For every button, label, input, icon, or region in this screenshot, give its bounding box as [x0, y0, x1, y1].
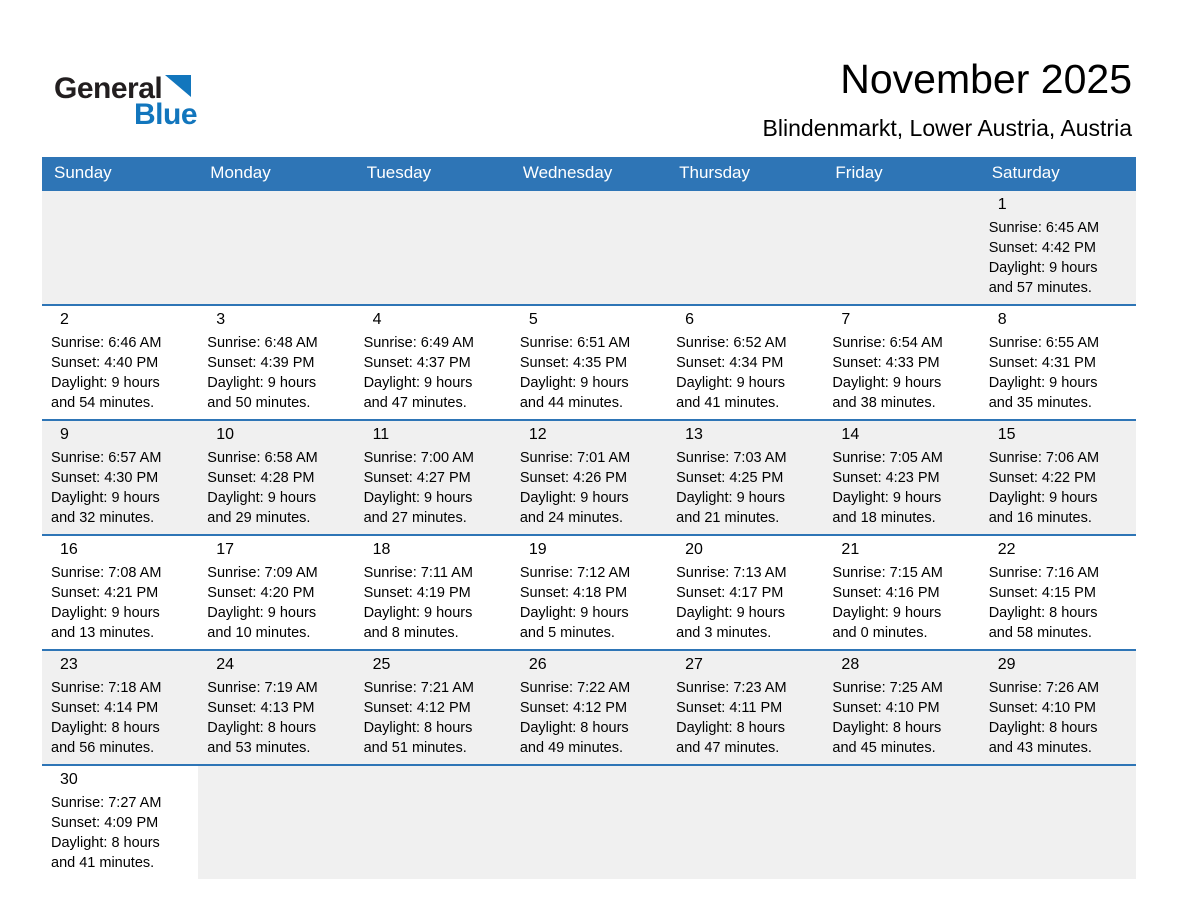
empty-day-cell — [511, 766, 667, 879]
empty-day-cell — [823, 766, 979, 879]
title-block — [763, 56, 1132, 142]
weekday-header-friday: Friday — [835, 163, 883, 182]
daylight-text: and 8 minutes. — [363, 625, 459, 641]
daylight-text: Daylight: 9 hours — [363, 375, 473, 391]
daylight-text: and 51 minutes. — [363, 740, 467, 756]
sunrise-text: Sunrise: 7:19 AM — [207, 680, 318, 696]
day-cell — [355, 536, 511, 649]
sunset-text: Sunset: 4:16 PM — [832, 585, 940, 601]
daylight-text: Daylight: 9 hours — [676, 490, 785, 506]
day-cell — [980, 306, 1136, 419]
daylight-text: and 0 minutes. — [832, 625, 928, 641]
daylight-text: Daylight: 8 hours — [519, 720, 629, 736]
day-number: 3 — [216, 311, 226, 328]
day-cell — [823, 651, 979, 764]
sunset-text: Sunset: 4:12 PM — [363, 700, 471, 716]
day-cell — [980, 536, 1136, 649]
weekday-header-saturday: Saturday — [991, 163, 1060, 182]
day-cell — [667, 306, 823, 419]
empty-day-cell — [355, 766, 511, 879]
daylight-text: and 50 minutes. — [207, 395, 311, 411]
day-number: 11 — [372, 426, 390, 443]
daylight-text: and 49 minutes. — [519, 740, 624, 756]
daylight-text: and 58 minutes. — [988, 625, 1092, 641]
daylight-text: Daylight: 8 hours — [51, 835, 160, 851]
day-cell — [355, 421, 511, 534]
daylight-text: and 3 minutes. — [676, 625, 772, 641]
sunrise-text: Sunrise: 7:08 AM — [51, 565, 162, 581]
day-number: 26 — [528, 656, 547, 673]
sunset-text: Sunset: 4:39 PM — [207, 355, 315, 371]
day-cell — [511, 421, 667, 534]
day-number: 14 — [841, 426, 860, 443]
weekday-header-wednesday: Wednesday — [522, 163, 613, 182]
daylight-text: and 13 minutes. — [51, 625, 155, 641]
sunrise-text: Sunrise: 7:05 AM — [832, 450, 943, 466]
daylight-text: Daylight: 9 hours — [832, 490, 942, 506]
daylight-text: Daylight: 9 hours — [988, 375, 1098, 391]
daylight-text: Daylight: 9 hours — [363, 605, 473, 621]
sunrise-text: Sunrise: 7:12 AM — [519, 565, 631, 581]
day-number: 16 — [60, 541, 78, 558]
sunrise-text: Sunrise: 7:01 AM — [519, 450, 631, 466]
daylight-text: and 21 minutes. — [676, 510, 780, 526]
sunset-text: Sunset: 4:37 PM — [363, 355, 471, 371]
location-subtitle: Blindenmarkt, Lower Austria, Austria — [762, 115, 1132, 141]
general-blue-logo — [54, 74, 197, 130]
day-number: 8 — [997, 311, 1007, 328]
daylight-text: and 27 minutes. — [363, 510, 467, 526]
daylight-text: Daylight: 9 hours — [519, 375, 629, 391]
daylight-text: Daylight: 9 hours — [51, 490, 160, 506]
sunset-text: Sunset: 4:34 PM — [676, 355, 784, 371]
daylight-text: and 29 minutes. — [207, 510, 311, 526]
empty-day-cell — [511, 191, 667, 304]
daylight-text: and 57 minutes. — [988, 280, 1092, 296]
daylight-text: and 10 minutes. — [207, 625, 311, 641]
empty-day-cell — [42, 191, 198, 304]
sunrise-text: Sunrise: 7:22 AM — [519, 680, 631, 696]
sunset-text: Sunset: 4:17 PM — [676, 585, 784, 601]
sunset-text: Sunset: 4:12 PM — [519, 700, 628, 716]
day-number: 24 — [216, 656, 235, 673]
day-number: 4 — [372, 311, 382, 328]
sunrise-text: Sunrise: 7:11 AM — [363, 565, 473, 581]
daylight-text: Daylight: 8 hours — [832, 720, 942, 736]
daylight-text: and 38 minutes. — [832, 395, 936, 411]
day-number: 19 — [528, 541, 547, 558]
sunset-text: Sunset: 4:18 PM — [519, 585, 628, 601]
daylight-text: and 16 minutes. — [988, 510, 1092, 526]
day-number: 29 — [997, 656, 1016, 673]
calendar-weeks — [42, 189, 1136, 879]
day-cell — [355, 651, 511, 764]
daylight-text: Daylight: 9 hours — [207, 605, 317, 621]
day-number: 22 — [997, 541, 1016, 558]
day-number: 23 — [60, 656, 78, 673]
day-cell — [42, 536, 198, 649]
sunrise-text: Sunrise: 7:15 AM — [832, 565, 943, 581]
daylight-text: and 24 minutes. — [519, 510, 624, 526]
daylight-text: Daylight: 9 hours — [519, 605, 629, 621]
daylight-text: and 47 minutes. — [363, 395, 467, 411]
sunrise-text: Sunrise: 7:27 AM — [51, 795, 162, 811]
sunset-text: Sunset: 4:26 PM — [519, 470, 628, 486]
day-cell — [198, 651, 354, 764]
sunrise-text: Sunrise: 7:06 AM — [988, 450, 1100, 466]
sunset-text: Sunset: 4:09 PM — [51, 815, 159, 831]
sunset-text: Sunset: 4:21 PM — [51, 585, 159, 601]
day-cell — [511, 651, 667, 764]
daylight-text: Daylight: 9 hours — [832, 375, 942, 391]
sunrise-text: Sunrise: 6:58 AM — [207, 450, 318, 466]
sunrise-text: Sunrise: 7:13 AM — [676, 565, 787, 581]
empty-day-cell — [823, 191, 979, 304]
day-number: 30 — [60, 771, 78, 788]
daylight-text: and 41 minutes. — [51, 855, 155, 871]
day-cell — [511, 306, 667, 419]
day-cell — [198, 536, 354, 649]
empty-day-cell — [980, 766, 1136, 879]
day-number: 20 — [685, 541, 703, 558]
day-number: 21 — [841, 541, 860, 558]
month-title: November 2025 — [840, 56, 1132, 102]
day-number: 13 — [685, 426, 703, 443]
sunset-text: Sunset: 4:10 PM — [832, 700, 940, 716]
daylight-text: Daylight: 8 hours — [988, 605, 1098, 621]
daylight-text: Daylight: 9 hours — [676, 605, 785, 621]
daylight-text: Daylight: 9 hours — [676, 375, 785, 391]
empty-day-cell — [355, 191, 511, 304]
daylight-text: and 32 minutes. — [51, 510, 155, 526]
daylight-text: and 35 minutes. — [988, 395, 1092, 411]
day-cell — [667, 421, 823, 534]
empty-day-cell — [198, 191, 354, 304]
day-cell — [823, 306, 979, 419]
week-row — [42, 764, 1136, 879]
daylight-text: Daylight: 9 hours — [519, 490, 629, 506]
sunset-text: Sunset: 4:15 PM — [988, 585, 1096, 601]
day-number: 1 — [997, 196, 1007, 213]
sunset-text: Sunset: 4:13 PM — [207, 700, 315, 716]
daylight-text: and 54 minutes. — [51, 395, 155, 411]
sunset-text: Sunset: 4:42 PM — [988, 240, 1096, 256]
daylight-text: and 18 minutes. — [832, 510, 936, 526]
daylight-text: and 47 minutes. — [676, 740, 780, 756]
sunset-text: Sunset: 4:27 PM — [363, 470, 471, 486]
sunrise-text: Sunrise: 7:18 AM — [51, 680, 162, 696]
daylight-text: Daylight: 8 hours — [363, 720, 473, 736]
daylight-text: Daylight: 9 hours — [988, 260, 1098, 276]
daylight-text: Daylight: 9 hours — [207, 375, 317, 391]
daylight-text: Daylight: 8 hours — [988, 720, 1098, 736]
day-cell — [823, 421, 979, 534]
day-cell — [42, 766, 198, 879]
sunset-text: Sunset: 4:35 PM — [519, 355, 628, 371]
weekday-header-tuesday: Tuesday — [366, 163, 432, 182]
logo-text-general: General — [54, 72, 163, 105]
sunset-text: Sunset: 4:40 PM — [51, 355, 159, 371]
daylight-text: Daylight: 9 hours — [51, 605, 160, 621]
sunrise-text: Sunrise: 6:57 AM — [51, 450, 162, 466]
sunrise-text: Sunrise: 7:21 AM — [363, 680, 474, 696]
sunrise-text: Sunrise: 6:45 AM — [988, 220, 1100, 236]
sunrise-text: Sunrise: 7:03 AM — [676, 450, 787, 466]
daylight-text: Daylight: 8 hours — [51, 720, 160, 736]
daylight-text: and 44 minutes. — [519, 395, 624, 411]
sunset-text: Sunset: 4:11 PM — [676, 700, 783, 716]
day-number: 6 — [685, 311, 695, 328]
daylight-text: and 41 minutes. — [676, 395, 780, 411]
daylight-text: and 53 minutes. — [207, 740, 311, 756]
day-number: 17 — [216, 541, 235, 558]
sunset-text: Sunset: 4:25 PM — [676, 470, 784, 486]
sunrise-text: Sunrise: 6:48 AM — [207, 335, 318, 351]
day-cell — [980, 191, 1136, 304]
sunset-text: Sunset: 4:14 PM — [51, 700, 159, 716]
day-number: 15 — [997, 426, 1016, 443]
daylight-text: Daylight: 9 hours — [832, 605, 942, 621]
week-row — [42, 189, 1136, 304]
day-cell — [198, 306, 354, 419]
day-cell — [823, 536, 979, 649]
day-number: 25 — [372, 656, 391, 673]
sunrise-text: Sunrise: 7:16 AM — [988, 565, 1100, 581]
weekday-header-thursday: Thursday — [679, 163, 751, 182]
sunset-text: Sunset: 4:20 PM — [207, 585, 315, 601]
daylight-text: Daylight: 9 hours — [207, 490, 317, 506]
daylight-text: Daylight: 9 hours — [363, 490, 473, 506]
weekday-header-sunday: Sunday — [54, 163, 112, 182]
day-number: 2 — [60, 311, 69, 328]
sunrise-text: Sunrise: 6:55 AM — [988, 335, 1100, 351]
week-row — [42, 534, 1136, 649]
day-number: 27 — [685, 656, 703, 673]
sunrise-text: Sunrise: 6:54 AM — [832, 335, 943, 351]
sunset-text: Sunset: 4:19 PM — [363, 585, 471, 601]
day-cell — [355, 306, 511, 419]
day-number: 5 — [528, 311, 538, 328]
weekday-header-monday: Monday — [210, 163, 271, 182]
day-cell — [198, 421, 354, 534]
day-number: 18 — [372, 541, 391, 558]
day-cell — [42, 651, 198, 764]
daylight-text: Daylight: 9 hours — [988, 490, 1098, 506]
logo-text-blue: Blue — [134, 98, 198, 131]
sunrise-text: Sunrise: 6:51 AM — [519, 335, 631, 351]
day-cell — [980, 651, 1136, 764]
week-row — [42, 649, 1136, 764]
day-cell — [511, 536, 667, 649]
sunrise-text: Sunrise: 7:26 AM — [988, 680, 1100, 696]
week-row — [42, 304, 1136, 419]
day-number: 12 — [528, 426, 547, 443]
daylight-text: and 43 minutes. — [988, 740, 1092, 756]
daylight-text: Daylight: 8 hours — [207, 720, 317, 736]
daylight-text: Daylight: 9 hours — [51, 375, 160, 391]
daylight-text: Daylight: 8 hours — [676, 720, 785, 736]
day-cell — [42, 421, 198, 534]
daylight-text: and 45 minutes. — [832, 740, 936, 756]
sunset-text: Sunset: 4:10 PM — [988, 700, 1096, 716]
sunrise-text: Sunrise: 6:46 AM — [51, 335, 162, 351]
day-number: 28 — [841, 656, 860, 673]
sunrise-text: Sunrise: 7:09 AM — [207, 565, 318, 581]
sunset-text: Sunset: 4:23 PM — [832, 470, 940, 486]
sunset-text: Sunset: 4:28 PM — [207, 470, 315, 486]
sunset-text: Sunset: 4:31 PM — [988, 355, 1096, 371]
day-cell — [42, 306, 198, 419]
sunset-text: Sunset: 4:22 PM — [988, 470, 1096, 486]
day-number: 7 — [841, 311, 851, 328]
week-row — [42, 419, 1136, 534]
day-number: 10 — [216, 426, 235, 443]
daylight-text: and 5 minutes. — [519, 625, 615, 641]
sunset-text: Sunset: 4:30 PM — [51, 470, 159, 486]
day-cell — [667, 651, 823, 764]
sunset-text: Sunset: 4:33 PM — [832, 355, 940, 371]
daylight-text: and 56 minutes. — [51, 740, 155, 756]
day-number: 9 — [60, 426, 69, 443]
empty-day-cell — [667, 191, 823, 304]
day-cell — [667, 536, 823, 649]
weekday-header-row — [42, 157, 1136, 189]
empty-day-cell — [667, 766, 823, 879]
sunrise-text: Sunrise: 7:00 AM — [363, 450, 474, 466]
calendar-table — [42, 157, 1136, 879]
sunrise-text: Sunrise: 7:25 AM — [832, 680, 943, 696]
sunrise-text: Sunrise: 6:52 AM — [676, 335, 787, 351]
sunrise-text: Sunrise: 6:49 AM — [363, 335, 474, 351]
logo-triangle-icon — [165, 75, 191, 97]
sunrise-text: Sunrise: 7:23 AM — [676, 680, 787, 696]
day-cell — [980, 421, 1136, 534]
empty-day-cell — [198, 766, 354, 879]
